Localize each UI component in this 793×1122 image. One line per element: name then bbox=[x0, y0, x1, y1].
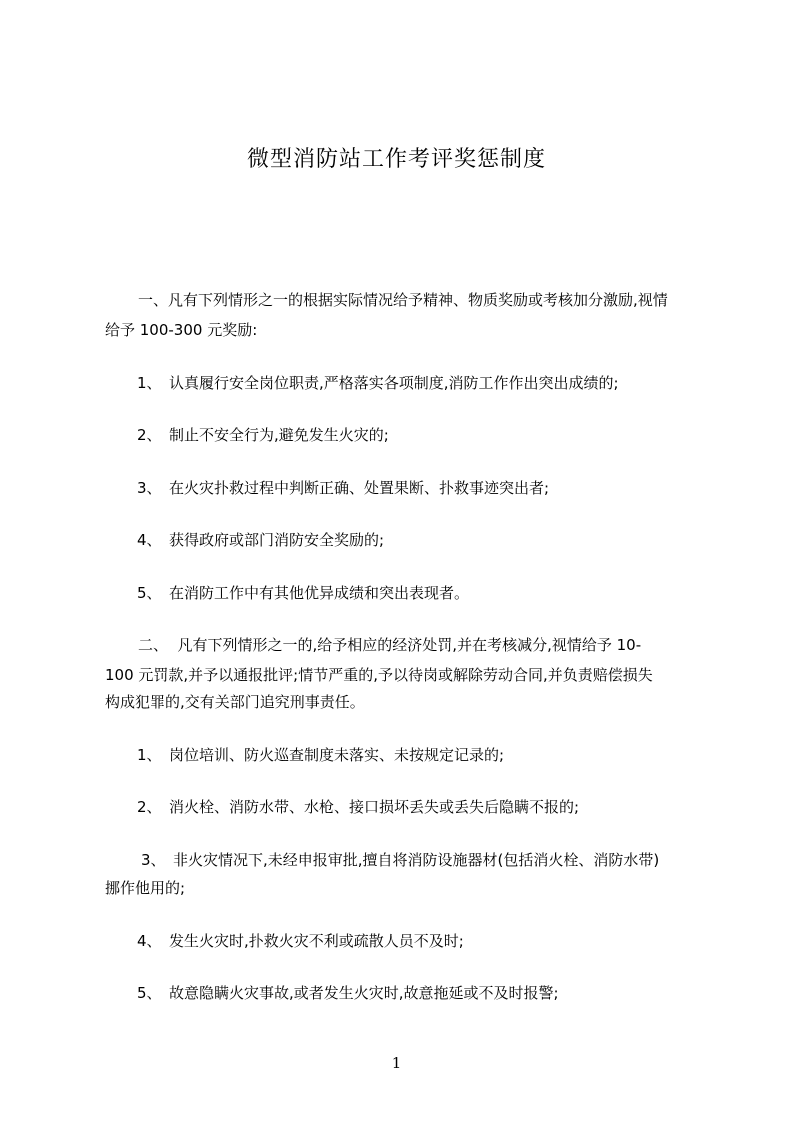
list-item-number: 2、 bbox=[137, 426, 162, 444]
list-item bbox=[141, 850, 659, 870]
list-item-text: 故意隐瞒火灾事故,或者发生火灾时,故意拖延或不及时报警; bbox=[169, 984, 559, 1002]
list-item-text: 消火栓、消防水带、水枪、接口损坏丢失或丢失后隐瞒不报的; bbox=[169, 798, 580, 816]
page-number: 1 bbox=[391, 1054, 402, 1072]
list-item bbox=[137, 745, 504, 765]
section2-intro-line2: 100 元罚款,并予以通报批评;情节严重的,予以待岗或解除劳动合同,并负责赔偿损失 bbox=[105, 666, 653, 684]
list-item-number: 1、 bbox=[137, 374, 162, 392]
list-item-text: 认真履行安全岗位职责,严格落实各项制度,消防工作作出突出成绩的; bbox=[169, 374, 619, 392]
list-item-number: 1、 bbox=[137, 746, 162, 764]
list-item bbox=[137, 931, 464, 951]
section1-intro-line2: 给予 100-300 元奖励: bbox=[105, 321, 258, 339]
list-item-text: 获得政府或部门消防安全奖励的; bbox=[169, 531, 385, 549]
list-item-number: 5、 bbox=[137, 584, 162, 602]
list-item-number: 2、 bbox=[137, 798, 162, 816]
list-item-text: 岗位培训、防火巡查制度未落实、未按规定记录的; bbox=[169, 746, 505, 764]
document-title: 微型消防站工作考评奖惩制度 bbox=[246, 147, 546, 172]
section1-intro-line1: 一、凡有下列情形之一的根据实际情况给予精神、物质奖励或考核加分激励,视情 bbox=[138, 291, 668, 309]
list-item-continuation: 挪作他用的; bbox=[105, 879, 186, 897]
section2-intro-line3: 构成犯罪的,交有关部门追究刑事责任。 bbox=[105, 693, 365, 711]
section2-intro-line1: 二、 凡有下列情形之一的,给予相应的经济处罚,并在考核减分,视情给予 10- bbox=[138, 636, 642, 654]
list-item-text: 在火灾扑救过程中判断正确、处置果断、扑救事迹突出者; bbox=[169, 479, 550, 497]
list-item bbox=[137, 530, 384, 550]
list-item bbox=[137, 478, 549, 498]
list-item-number: 3、 bbox=[141, 851, 166, 869]
list-item bbox=[137, 797, 579, 817]
list-item bbox=[137, 373, 619, 393]
list-item bbox=[137, 983, 559, 1003]
list-item-text: 在消防工作中有其他优异成绩和突出表现者。 bbox=[169, 584, 470, 602]
list-item-text: 非火灾情况下,未经申报审批,擅自将消防设施器材(包括消火栓、消防水带) bbox=[173, 851, 660, 869]
list-item-text: 发生火灾时,扑救火灾不利或疏散人员不及时; bbox=[169, 932, 464, 950]
list-item-number: 4、 bbox=[137, 932, 162, 950]
list-item bbox=[137, 425, 389, 445]
list-item-number: 4、 bbox=[137, 531, 162, 549]
list-item-number: 5、 bbox=[137, 984, 162, 1002]
list-item bbox=[137, 583, 469, 603]
list-item-text: 制止不安全行为,避免发生火灾的; bbox=[169, 426, 389, 444]
list-item-number: 3、 bbox=[137, 479, 162, 497]
